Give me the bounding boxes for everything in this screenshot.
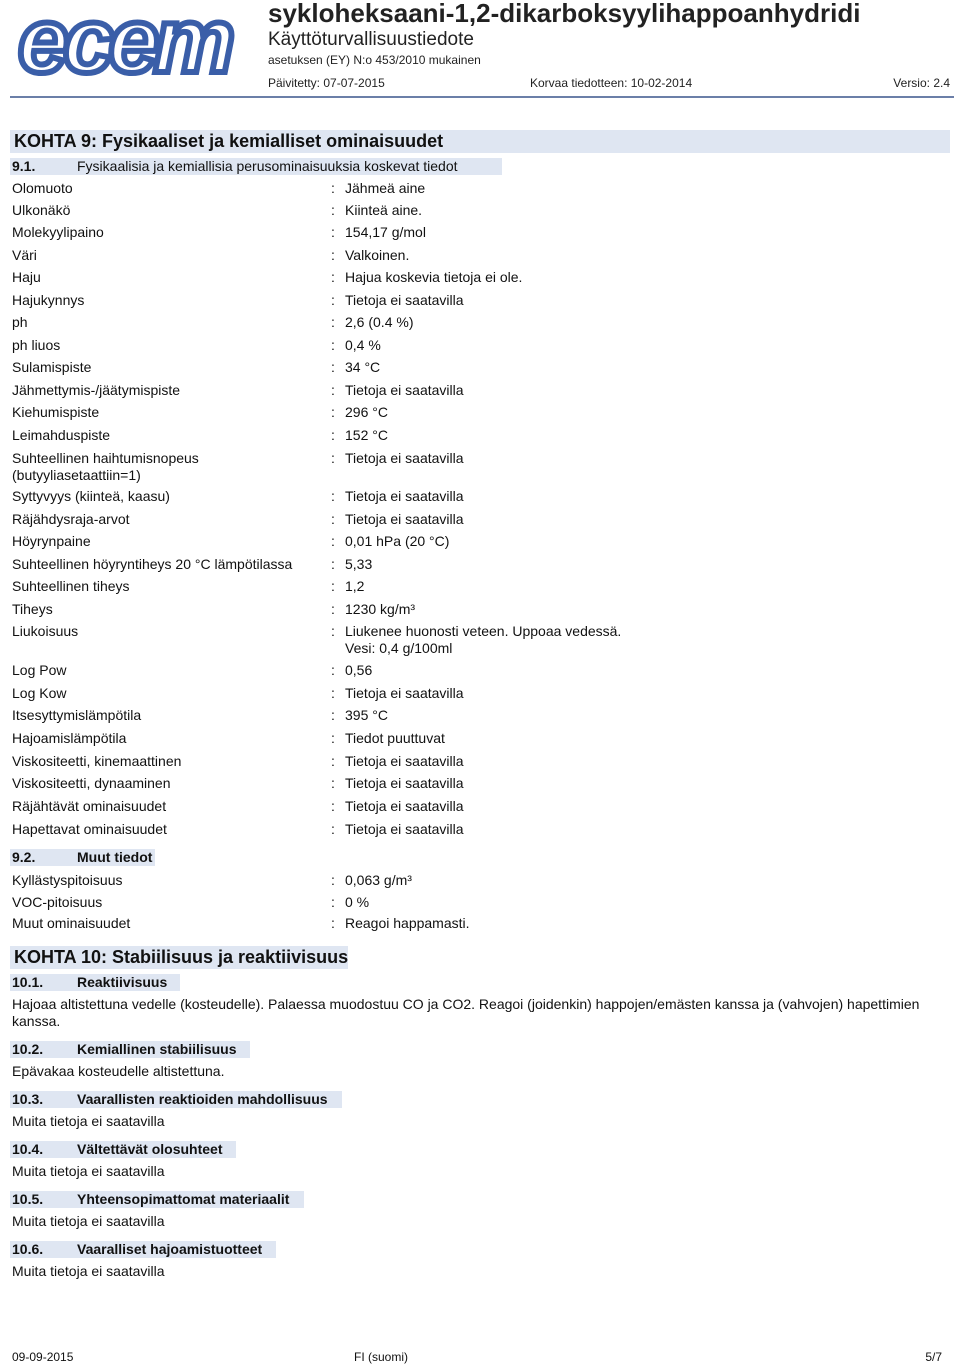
property-row <box>0 821 960 843</box>
property-value: 0 % <box>345 894 370 910</box>
property-label: Hapettavat ominaisuudet <box>12 821 167 837</box>
property-label: Ulkonäkö <box>12 202 71 218</box>
property-value: 152 °C <box>345 427 388 443</box>
section-9-title: KOHTA 9: Fysikaaliset ja kemialliset ominaisuudet <box>14 131 444 151</box>
property-value: 1230 kg/m³ <box>345 601 416 617</box>
property-label: Räjähtävät ominaisuudet <box>12 798 167 814</box>
separator-colon: : <box>331 872 335 888</box>
header-divider <box>10 96 954 98</box>
subsection-title: Vältettävät olosuhteet <box>77 1141 223 1157</box>
separator-colon: : <box>331 269 335 285</box>
property-value: Tietoja ei saatavilla <box>345 292 464 308</box>
subsection-text: Muita tietoja ei saatavilla <box>12 1113 165 1129</box>
property-label: Tiheys <box>12 601 53 617</box>
document-title: sykloheksaani-1,2-dikarboksyylihappoanhydridi <box>268 0 861 28</box>
property-value: 296 °C <box>345 404 388 420</box>
property-value: Tietoja ei saatavilla <box>345 450 464 466</box>
separator-colon: : <box>331 601 335 617</box>
updated-date: Päivitetty: 07-07-2015 <box>268 76 385 90</box>
footer-language: FI (suomi) <box>354 1350 408 1364</box>
property-row <box>0 707 960 729</box>
property-row <box>0 798 960 820</box>
property-label: Väri <box>12 247 37 263</box>
separator-colon: : <box>331 427 335 443</box>
property-row <box>0 292 960 314</box>
property-value: 1,2 <box>345 578 365 594</box>
property-row <box>0 578 960 600</box>
svg-text:ecem: ecem <box>18 6 230 80</box>
property-label: Hajukynnys <box>12 292 85 308</box>
subsection-9-1-number: 9.1. <box>12 158 36 174</box>
subsection-number: 10.6. <box>12 1241 44 1257</box>
property-value: 0,56 <box>345 662 373 678</box>
property-label: Leimahduspiste <box>12 427 111 443</box>
property-row <box>0 730 960 752</box>
separator-colon: : <box>331 556 335 572</box>
property-label: Höyrynpaine <box>12 533 91 549</box>
version-label: Versio: 2.4 <box>893 76 950 90</box>
property-row <box>0 872 960 894</box>
subsection-text: Hajoaa altistettuna vedelle (kosteudelle). Palaessa muodostuu CO ja CO2. Reagoi (joidenkin) happojen/emästen kanssa ja (vahvojen) hapettimien kanssa. <box>12 996 920 1029</box>
property-label: Molekyylipaino <box>12 224 104 240</box>
property-value: 0,4 % <box>345 337 381 353</box>
property-label: Log Pow <box>12 662 67 678</box>
property-label-continued: (butyyliasetaattiin=1) <box>12 467 141 483</box>
regulation-note: asetuksen (EY) N:o 453/2010 mukainen <box>268 53 481 67</box>
property-value: Tietoja ei saatavilla <box>345 685 464 701</box>
property-value: 0,01 hPa (20 °C) <box>345 533 450 549</box>
property-value: 0,063 g/m³ <box>345 872 412 888</box>
separator-colon: : <box>331 511 335 527</box>
property-value: Tietoja ei saatavilla <box>345 382 464 398</box>
property-value: Tietoja ei saatavilla <box>345 775 464 791</box>
subsection-9-2-number: 9.2. <box>12 849 36 865</box>
property-value: Tietoja ei saatavilla <box>345 753 464 769</box>
separator-colon: : <box>331 685 335 701</box>
property-row <box>0 915 960 937</box>
subsection-title: Vaaralliset hajoamistuotteet <box>77 1241 263 1257</box>
separator-colon: : <box>331 224 335 240</box>
property-label: Suhteellinen haihtumisnopeus <box>12 450 199 466</box>
subsection-number: 10.2. <box>12 1041 44 1057</box>
property-label: Syttyvyys (kiinteä, kaasu) <box>12 488 170 504</box>
subsection-title: Vaarallisten reaktioiden mahdollisuus <box>77 1091 328 1107</box>
property-value: Valkoinen. <box>345 247 410 263</box>
separator-colon: : <box>331 533 335 549</box>
subsection-number: 10.4. <box>12 1141 44 1157</box>
property-row <box>0 180 960 202</box>
property-label: Hajoamislämpötila <box>12 730 127 746</box>
property-value: Tietoja ei saatavilla <box>345 798 464 814</box>
property-label: Viskositeetti, dynaaminen <box>12 775 171 791</box>
property-label: Kiehumispiste <box>12 404 100 420</box>
property-value: Tietoja ei saatavilla <box>345 821 464 837</box>
footer-date: 09-09-2015 <box>12 1350 74 1364</box>
subsection-9-2-title: Muut tiedot <box>77 849 153 865</box>
subsection-text: Muita tietoja ei saatavilla <box>12 1213 165 1229</box>
property-row <box>0 404 960 426</box>
property-label: Sulamispiste <box>12 359 92 375</box>
subsection-title: Kemiallinen stabiilisuus <box>77 1041 237 1057</box>
property-row <box>0 662 960 684</box>
property-value-continued: Vesi: 0,4 g/100ml <box>345 640 453 656</box>
separator-colon: : <box>331 450 335 466</box>
separator-colon: : <box>331 247 335 263</box>
property-label: ph liuos <box>12 337 61 353</box>
separator-colon: : <box>331 180 335 196</box>
property-label: Viskositeetti, kinemaattinen <box>12 753 182 769</box>
property-row <box>0 202 960 224</box>
separator-colon: : <box>331 798 335 814</box>
separator-colon: : <box>331 202 335 218</box>
property-row <box>0 753 960 775</box>
property-label: Haju <box>12 269 41 285</box>
property-row <box>0 685 960 707</box>
footer-page-number: 5/7 <box>925 1350 942 1364</box>
subsection-title: Yhteensopimattomat materiaalit <box>77 1191 290 1207</box>
subsection-text: Muita tietoja ei saatavilla <box>12 1163 165 1179</box>
property-row <box>0 314 960 336</box>
separator-colon: : <box>331 488 335 504</box>
separator-colon: : <box>331 662 335 678</box>
property-label: Suhteellinen höyryntiheys 20 °C lämpötilassa <box>12 556 293 572</box>
property-value: Liukenee huonosti veteen. Uppoaa vedessä. <box>345 623 622 639</box>
separator-colon: : <box>331 314 335 330</box>
property-row <box>0 247 960 269</box>
separator-colon: : <box>331 292 335 308</box>
property-row <box>0 337 960 359</box>
subsection-text: Epävakaa kosteudelle altistettuna. <box>12 1063 225 1079</box>
property-row <box>0 775 960 797</box>
property-value: Hajua koskevia tietoja ei ole. <box>345 269 523 285</box>
separator-colon: : <box>331 775 335 791</box>
property-label: Itsesyttymislämpötila <box>12 707 142 723</box>
property-row <box>0 269 960 291</box>
separator-colon: : <box>331 707 335 723</box>
property-row <box>0 623 960 656</box>
subsection-number: 10.5. <box>12 1191 44 1207</box>
subsection-9-1-title: Fysikaalisia ja kemiallisia perusominaisuuksia koskevat tiedot <box>77 158 458 174</box>
property-label: Olomuoto <box>12 180 73 196</box>
property-value: Tietoja ei saatavilla <box>345 511 464 527</box>
document-subtitle: Käyttöturvallisuustiedote <box>268 29 474 50</box>
property-label: Suhteellinen tiheys <box>12 578 130 594</box>
property-value: 2,6 (0.4 %) <box>345 314 414 330</box>
separator-colon: : <box>331 382 335 398</box>
separator-colon: : <box>331 753 335 769</box>
separator-colon: : <box>331 578 335 594</box>
property-value: Kiinteä aine. <box>345 202 423 218</box>
separator-colon: : <box>331 337 335 353</box>
property-row <box>0 601 960 623</box>
property-row <box>0 359 960 381</box>
property-label: Kyllästyspitoisuus <box>12 872 123 888</box>
property-value: 5,33 <box>345 556 373 572</box>
property-row <box>0 556 960 578</box>
subsection-number: 10.1. <box>12 974 44 990</box>
replaces-date: Korvaa tiedotteen: 10-02-2014 <box>530 76 693 90</box>
property-label: Log Kow <box>12 685 67 701</box>
property-row <box>0 488 960 510</box>
property-label: Räjähdysraja-arvot <box>12 511 130 527</box>
property-value: 34 °C <box>345 359 381 375</box>
property-value: 154,17 g/mol <box>345 224 426 240</box>
property-label: Jähmettymis-/jäätymispiste <box>12 382 181 398</box>
property-label: Liukoisuus <box>12 623 79 639</box>
section-10-title: KOHTA 10: Stabiilisuus ja reaktiivisuus <box>14 947 349 967</box>
property-row <box>0 427 960 449</box>
property-label: VOC-pitoisuus <box>12 894 103 910</box>
separator-colon: : <box>331 730 335 746</box>
property-row <box>0 382 960 404</box>
separator-colon: : <box>331 894 335 910</box>
separator-colon: : <box>331 915 335 931</box>
separator-colon: : <box>331 623 335 639</box>
property-row <box>0 224 960 246</box>
subsection-title: Reaktiivisuus <box>77 974 168 990</box>
property-row <box>0 450 960 483</box>
ecem-logo <box>16 6 262 80</box>
property-value: Jähmeä aine <box>345 180 426 196</box>
property-row <box>0 511 960 533</box>
separator-colon: : <box>331 359 335 375</box>
property-value: Tietoja ei saatavilla <box>345 488 464 504</box>
property-value: 395 °C <box>345 707 388 723</box>
property-value: Reagoi happamasti. <box>345 915 470 931</box>
property-value: Tiedot puuttuvat <box>345 730 445 746</box>
separator-colon: : <box>331 821 335 837</box>
subsection-number: 10.3. <box>12 1091 44 1107</box>
property-row <box>0 894 960 916</box>
separator-colon: : <box>331 404 335 420</box>
property-label: ph <box>12 314 28 330</box>
property-label: Muut ominaisuudet <box>12 915 131 931</box>
subsection-text: Muita tietoja ei saatavilla <box>12 1263 165 1279</box>
property-row <box>0 533 960 555</box>
